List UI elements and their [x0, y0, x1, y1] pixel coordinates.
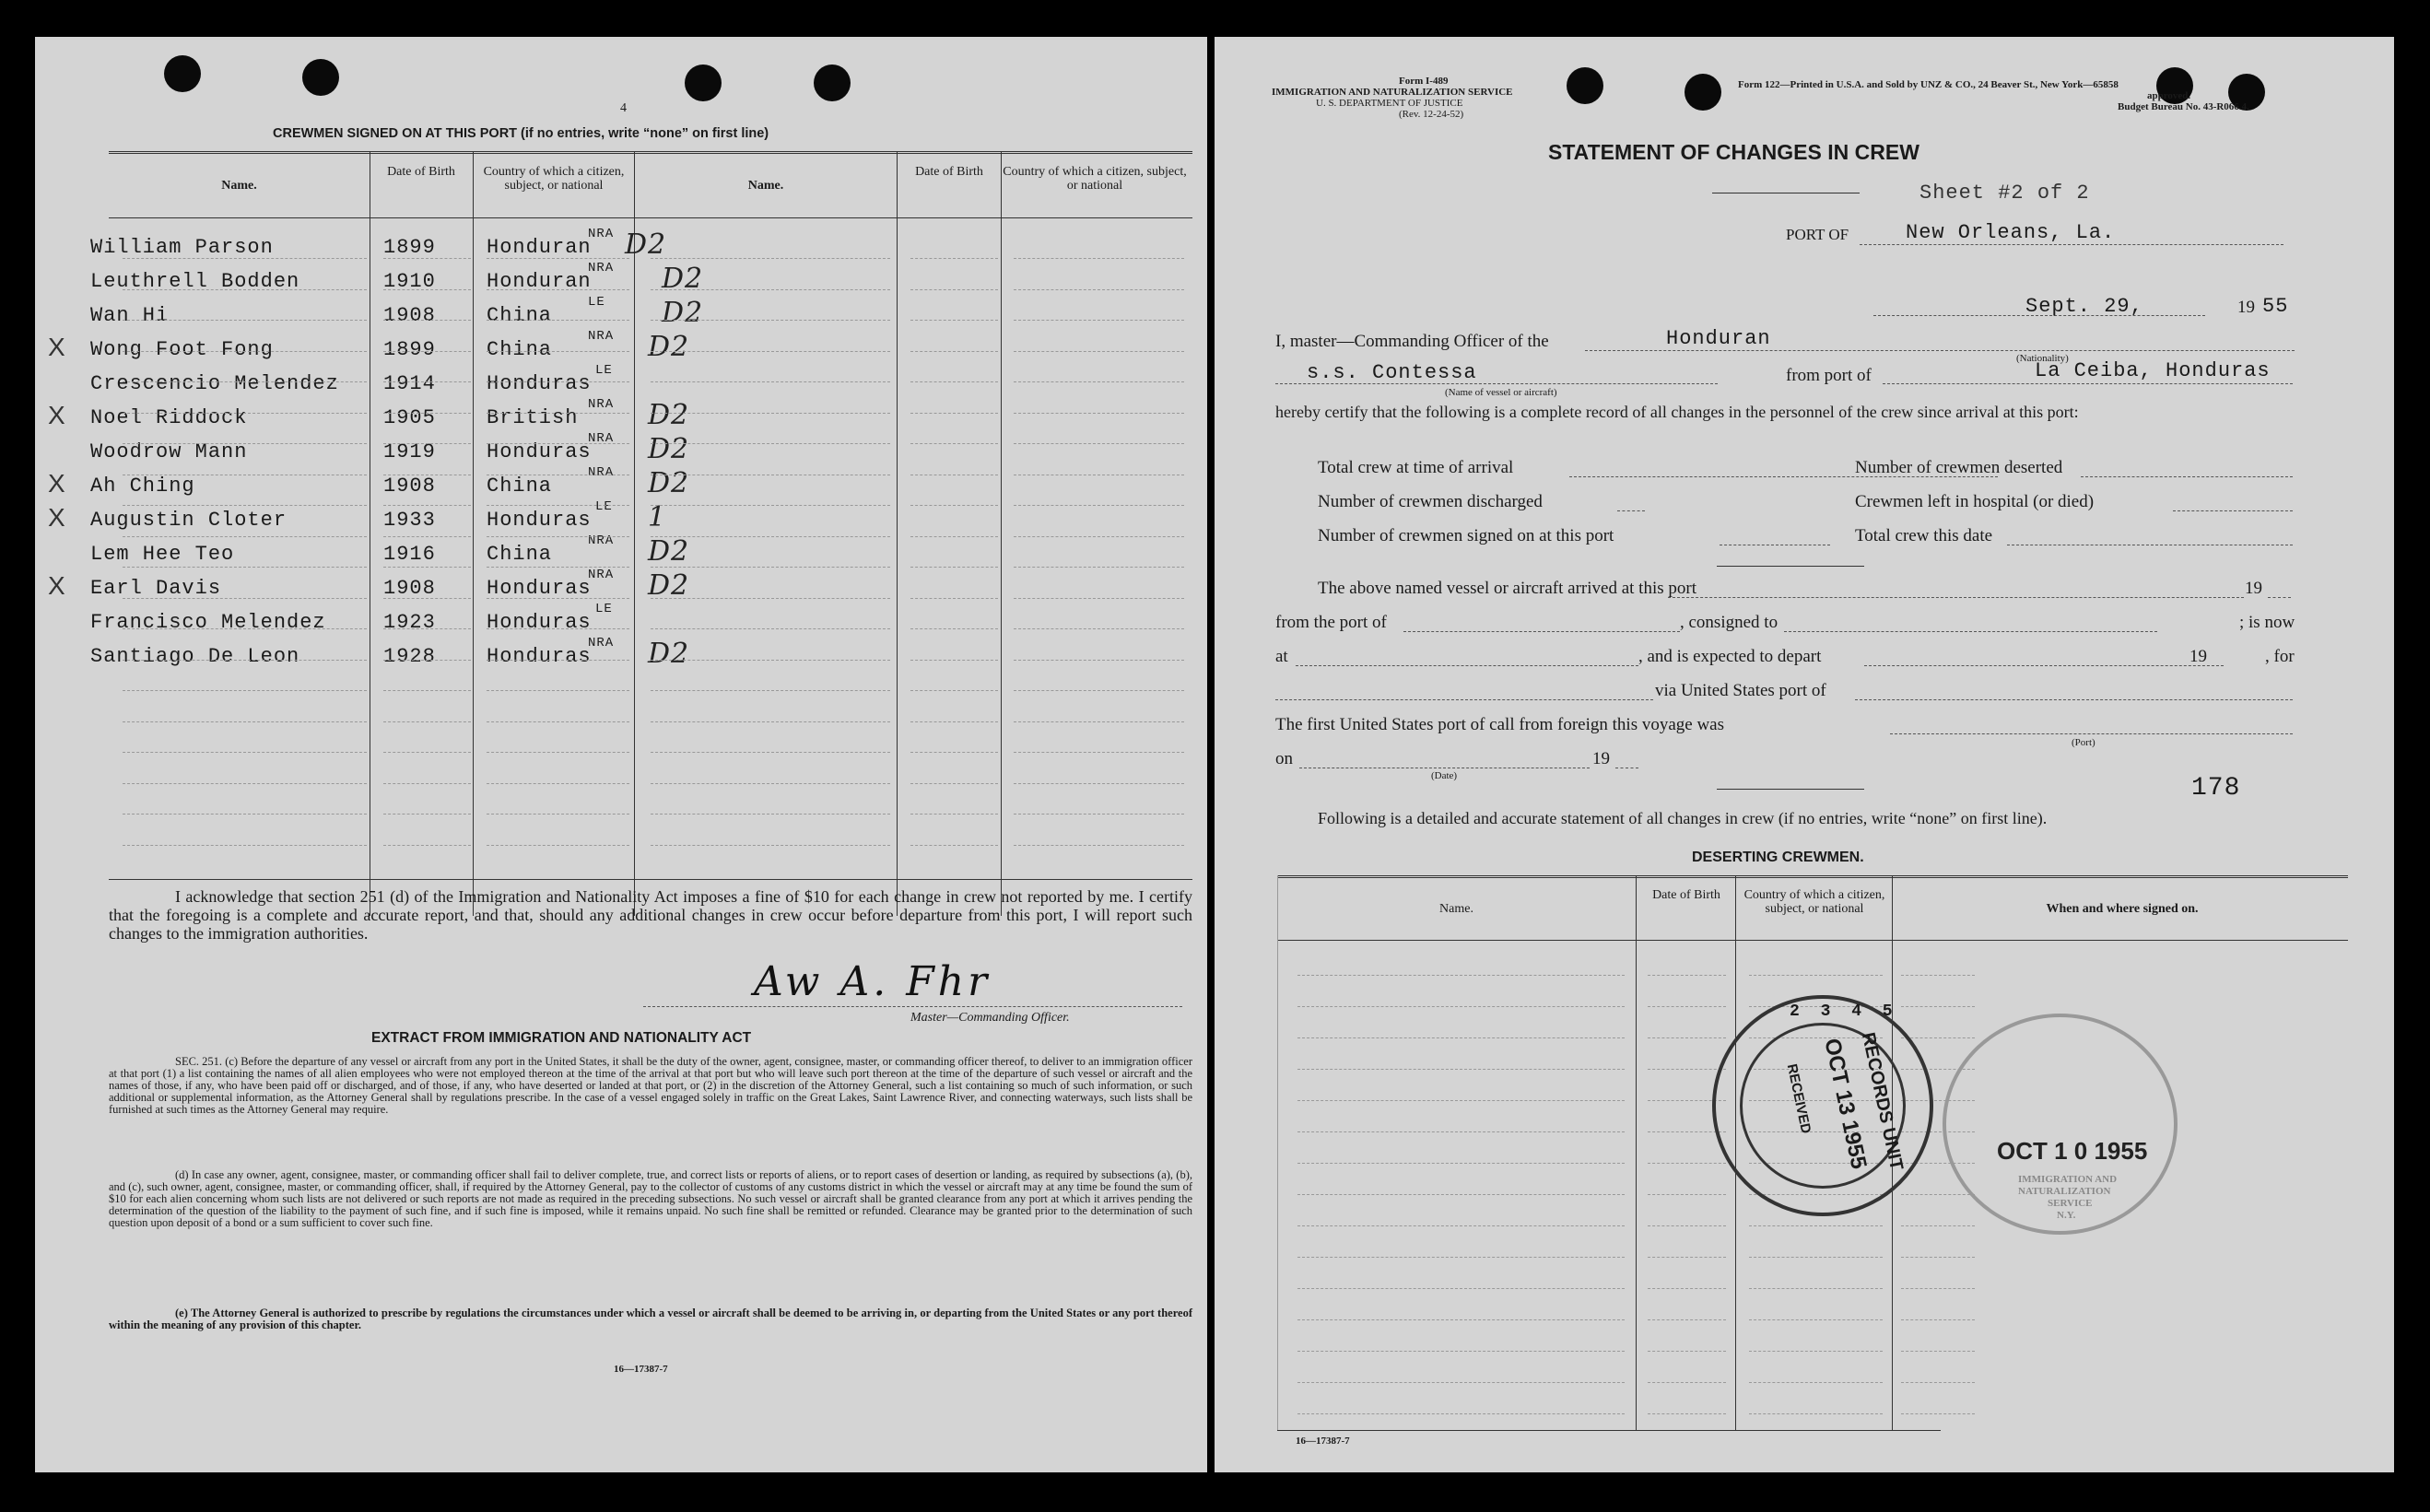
signature: Aw A. Fhr: [754, 958, 992, 1005]
budget-bureau: Budget Bureau No. 43-R066.4.: [2118, 101, 2249, 112]
col-country: Country of which a citizen, subject, or national: [483, 165, 625, 193]
is-now: ; is now: [2239, 613, 2295, 632]
law-section-d: (d) In case any owner, agent, consignee, master, or commanding officer shall fail to deliver complete, true, and correct lists or reports of aliens, or to report cases of desertion or landing, as required by subsections (a), (b), and (c), such owner, agent, consignee, master, or commanding officer, shall, if required by the Attorney General, pay to the collector of customs of any customs district in which the vessel or aircraft may at any time be found the sum of $10 for each alien concerning whom such lists are not delivered or such reports are not made as required in the preceding subsections. No such vessel or aircraft shall be granted clearance from any port at which it arrives pending the determination of the question of the liability to the payment of such fine, and if such fine is imposed, while it remains unpaid. No such fine shall be remitted or refunded. Clearance may be granted prior to the determination of such question upon deposit of a bond or a sum sufficient to cover such fine.: [109, 1168, 1192, 1229]
page-number: 4: [620, 101, 627, 115]
col-desert-signed: When and where signed on.: [2046, 902, 2199, 916]
date: Sept. 29,: [2025, 295, 2143, 318]
deserting-title: DESERTING CREWMEN.: [1692, 850, 1864, 865]
at-label: at: [1275, 647, 1288, 666]
year: 55: [2262, 295, 2289, 318]
col-name: Name.: [221, 179, 257, 193]
following-text: Following is a detailed and accurate statement of all changes in crew (if no entries, write “none” on first line).: [1318, 809, 2048, 827]
table-row: Francisco Melendez 1923 Honduras LE: [90, 602, 613, 634]
approval: approved.: [2147, 90, 2191, 101]
nationality-caption: (Nationality): [2016, 353, 2069, 364]
col-desert-name: Name.: [1439, 902, 1473, 916]
punch-hole: [1567, 67, 1603, 104]
right-page: [1215, 37, 2394, 1472]
from-port-label: from port of: [1786, 366, 1872, 385]
col-desert-country: Country of which a citizen, subject, or national: [1743, 888, 1885, 916]
expected-depart: , and is expected to depart: [1638, 647, 1822, 666]
footer-code: 16—17387-7: [614, 1364, 668, 1375]
via-port: via United States port of: [1655, 681, 1826, 700]
nationality: Honduran: [1666, 327, 1771, 350]
punch-hole: [814, 64, 851, 101]
master-label: I, master—Commanding Officer of the: [1275, 332, 1549, 351]
left-page: [35, 37, 1207, 1472]
date-caption: (Date): [1431, 770, 1458, 781]
printer-note: Form 122—Printed in U.S.A. and Sold by UNZ & CO., 24 Beaver St., New York—65858: [1738, 79, 2119, 90]
total-crew-arrival: Total crew at time of arrival: [1318, 458, 1514, 477]
table-row: X Earl Davis 1908 Honduras NRA D2: [48, 568, 690, 602]
consigned-to: , consigned to: [1680, 613, 1778, 632]
section-title: CREWMEN SIGNED ON AT THIS PORT (if no entries, write “none” on first line): [273, 126, 769, 141]
received-stamp: 2 3 4 5 RECEIVED OCT 13 1955 RECORDS UNIT: [1712, 995, 1933, 1216]
law-section-e: (e) The Attorney General is authorized to prescribe by regulations the circumstances under which a vessel or aircraft shall be deemed to be arriving in, or departing from the United States or any port thereof within the meaning of any provision of this chapter.: [109, 1307, 1192, 1331]
revision: (Rev. 12-24-52): [1399, 109, 1464, 120]
crewmen-hospital: Crewmen left in hospital (or died): [1855, 492, 2095, 511]
year-prefix: 19: [2237, 298, 2255, 317]
total-crew-date: Total crew this date: [1855, 526, 1993, 545]
table-row: William Parson 1899 Honduran NRA D2: [90, 227, 667, 261]
table-row: Woodrow Mann 1919 Honduras NRA D2: [90, 431, 690, 465]
extract-title: EXTRACT FROM IMMIGRATION AND NATIONALITY ACT: [371, 1030, 752, 1046]
sheet-number: Sheet #2 of 2: [1919, 182, 2090, 205]
port-label: PORT OF: [1786, 226, 1849, 243]
page-number-stamp: 178: [2191, 774, 2241, 803]
for-label: , for: [2265, 647, 2295, 666]
table-row: Wan Hi 1908 China LE D2: [90, 295, 704, 329]
col-desert-dob: Date of Birth: [1652, 888, 1720, 902]
ins-stamp: OCT 1 0 1955 IMMIGRATION AND NATURALIZATION SERVICE N.Y.: [1943, 1014, 2178, 1235]
from-port: La Ceiba, Honduras: [2035, 359, 2271, 382]
footer-code: 16—17387-7: [1296, 1436, 1350, 1447]
table-row: X Wong Foot Fong 1899 China NRA D2: [48, 329, 690, 363]
year-19: 19: [1592, 749, 1610, 768]
punch-hole: [302, 59, 339, 96]
signature-caption: Master—Commanding Officer.: [910, 1011, 1070, 1025]
col-country-2: Country of which a citizen, subject, or national: [1003, 165, 1187, 193]
table-row: X Augustin Cloter 1933 Honduras LE 1: [48, 499, 667, 533]
col-dob-2: Date of Birth: [915, 165, 983, 179]
col-dob: Date of Birth: [387, 165, 455, 179]
form-title: STATEMENT OF CHANGES IN CREW: [1548, 140, 1919, 164]
table-row: Santiago De Leon 1928 Honduras NRA D2: [90, 636, 690, 670]
vessel-caption: (Name of vessel or aircraft): [1445, 387, 1557, 398]
punch-hole: [1685, 74, 1721, 111]
law-section-c: SEC. 251. (c) Before the departure of any vessel or aircraft from any port in the United States, it shall be the duty of the owner, agent, consignee, master, or commanding officer thereof, to deliver to an immigration officer at that port (1) a list containing the names of all alien employees who were not employed thereon at the time of the arrival at that port but who will leave such port thereon at the time of the departure of such vessel or aircraft and the names of those, if any, who have been paid off or discharged, and of those, if any, who have deserted or landed at that port, or (2) in the discretion of the Attorney General, such a list containing so much of such information, or such additional or supplemental information, as the Attorney General shall by regulations prescribe. In the case of a vessel engaged solely in traffic on the Great Lakes, Saint Lawrence River, and connecting waterways, such lists shall be furnished at such times as the Attorney General may require.: [109, 1055, 1192, 1116]
arrived-line: The above named vessel or aircraft arrived at this port: [1318, 579, 1696, 598]
acknowledgment: I acknowledge that section 251 (d) of the Immigration and Nationality Act imposes a fine of $10 for each change in crew not reported by me. I certify that the foregoing is a complete and accurate report, and that, should any additional changes in crew occur before departure from this port, I will report such changes to the immigration authorities.: [109, 887, 1192, 943]
first-port: The first United States port of call from foreign this voyage was: [1275, 715, 1725, 734]
port: New Orleans, La.: [1906, 221, 2116, 244]
col-name-2: Name.: [747, 179, 784, 193]
punch-hole: [685, 64, 722, 101]
form-number: Form I-489: [1399, 76, 1449, 87]
table-row: X Ah Ching 1908 China NRA D2: [48, 465, 690, 499]
crewmen-signed-on: Number of crewmen signed on at this port: [1318, 526, 1614, 545]
certify-text: hereby certify that the following is a complete record of all changes in the personnel of the crew since arrival at this port:: [1275, 403, 2079, 421]
on-label: on: [1275, 749, 1293, 768]
year-19: 19: [2189, 647, 2207, 666]
year-19: 19: [2245, 579, 2262, 598]
agency: IMMIGRATION AND NATURALIZATION SERVICE: [1272, 87, 1513, 98]
table-row: Leuthrell Bodden 1910 Honduran NRA D2: [90, 261, 704, 295]
crewmen-discharged: Number of crewmen discharged: [1318, 492, 1543, 511]
vessel-name: s.s. Contessa: [1307, 361, 1477, 384]
from-port-line: from the port of: [1275, 613, 1387, 632]
punch-hole: [164, 55, 201, 92]
table-row: X Noel Riddock 1905 British NRA D2: [48, 397, 690, 431]
port-caption: (Port): [2072, 737, 2095, 748]
table-row: Lem Hee Teo 1916 China NRA D2: [90, 533, 690, 568]
department: U. S. DEPARTMENT OF JUSTICE: [1316, 98, 1463, 109]
crewmen-deserted: Number of crewmen deserted: [1855, 458, 2063, 477]
table-row: Crescencio Melendez 1914 Honduras LE: [90, 363, 613, 395]
